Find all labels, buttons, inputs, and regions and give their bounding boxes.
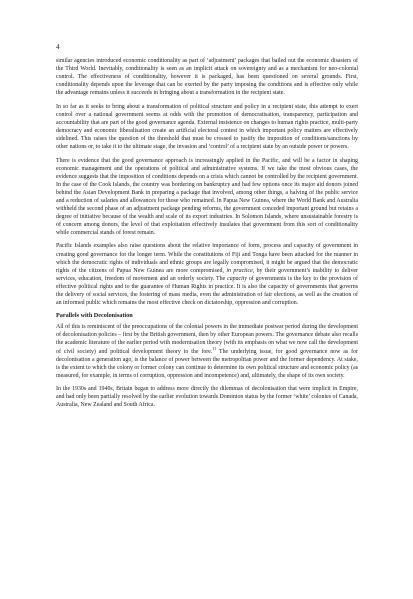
paragraph-britain: In the 1930s and 1940s, Britain began to address more directly the dilemmas of decolonisation that were implicit in Empire, and had only been partially resolved by the earlier evolution towards Dominion status by the former ‘white’ colonies of Canada, Australia, New Zealand and South Africa.	[56, 386, 358, 409]
paragraph-decolonisation-continued: The underlying issue, for good governance now as for decolonisation a generation ago, is the balance of power between the metropolitan power and the former dependency. At stake, is the extent to which the colony or former colony can continue to determine its own political structure and economic policy (as measured, for example, in terms of corruption, oppression and incompetence) and, ultimately, the shape of its own society.	[56, 348, 358, 379]
paragraph-pacific-examples	[56, 242, 358, 306]
paragraph-decolonisation	[56, 323, 358, 379]
paragraph-control: In so far as it seeks to bring about a transformation of political structure and policy in a recipient state, this attempt to exert control over a national government seems at odds with the promotion of democratisation, transparency, participation and accountability that are part of the good governance agenda. External insistence on changes to human rights practice, multi-party democracy and economic liberalisation create an artificial electoral contest in which important policy matters are effectively sidelined. This raises the question of the threshold that must be crossed to justify the imposition of conditions/sanctions by other nations or, to take it to the ultimate stage, the invasion and ‘control’ of a recipient state by an outside power or powers.	[56, 103, 358, 150]
page-number: 4	[56, 43, 60, 51]
paragraph-decolonisation-text: All of this is reminiscent of the preoccupations of the colonial powers in the immediate postwar period during the development of decolonisation policies – first by the British government, then by other European powers. The governance debate also recalls the academic literature of the earlier period with modernisation theory (with its emphasis on what we now call the development of civil society) and political development theory to the fore.	[56, 324, 358, 355]
footnote-reference: 11	[212, 345, 217, 351]
body-text	[56, 57, 358, 415]
section-heading: Parallels with Decolonisation	[56, 312, 133, 320]
paragraph-pacific-examples-text: Pacific Islands examples also raise questions about the relative importance of form, process and capacity of government in creating good governance for the longer term. While the constitutions of Fiji and Tonga have been attacked for the manner in which the democratic rights of individuals and ethnic groups are legally compromised, it might be argued that the democratic rights of the citizens of Papua New Guinea are more compromised, in practice, by their government’s inability to deliver services, education, freedom of movement and an orderly society. The capacity of governments is the key to the provision of effective political rights and to the guarantee of Human Rights in practice. It is also the capacity of governments that governs the delivery of social services, the fostering of mass media, even the administration of fair elections, as well as the creation of an informed public which remains the most effective check on dictatorship, oppression and corruption.	[56, 243, 359, 306]
paragraph-conditionality: similar agencies introduced economic conditionality as part of ‘adjustment’ packages that bailed out the economic disasters of the Third World. Inevitably, conditionality is seen as an implicit attack on sovereignty and as a mechanism for neo-colonial control. The effectiveness of conditionality, however it is packaged, has been questioned on several grounds. First, conditionality depends upon the leverage that can be exerted by the party imposing the conditions and is effective only while the advantage remains unless it succeeds in bringing about a transformation in the recipient state.	[56, 58, 358, 97]
paragraph-pacific-evidence: There is evidence that the good governance approach is increasingly applied in the Pacific, and will be a factor in shaping economic management and the operations of political and administrative systems. If we take the most obvious cases, the evidence suggests that the imposition of conditions depends on a crisis which cannot be controlled by the recipient government. In the case of the Cook Islands, the country was bordering on bankruptcy and had few options once its major aid donors joined behind the Asian Development Bank in preparing a package that involved, among other things, a halving of the public service and a reduction of salaries and allowances for those who remained. In Papua New Guinea, where the World Bank and Australia withheld the second phase of an adjustment package pending reforms, the government conceded important ground but retains a degree of initiative because of the wealth and scale of its export industries. In Solomon Islands, where unsustainable forestry is of concern among donors, the level of that exploitation effectively insulates that government from this sort of conditionality while commercial stands of forest remain.	[56, 157, 358, 236]
